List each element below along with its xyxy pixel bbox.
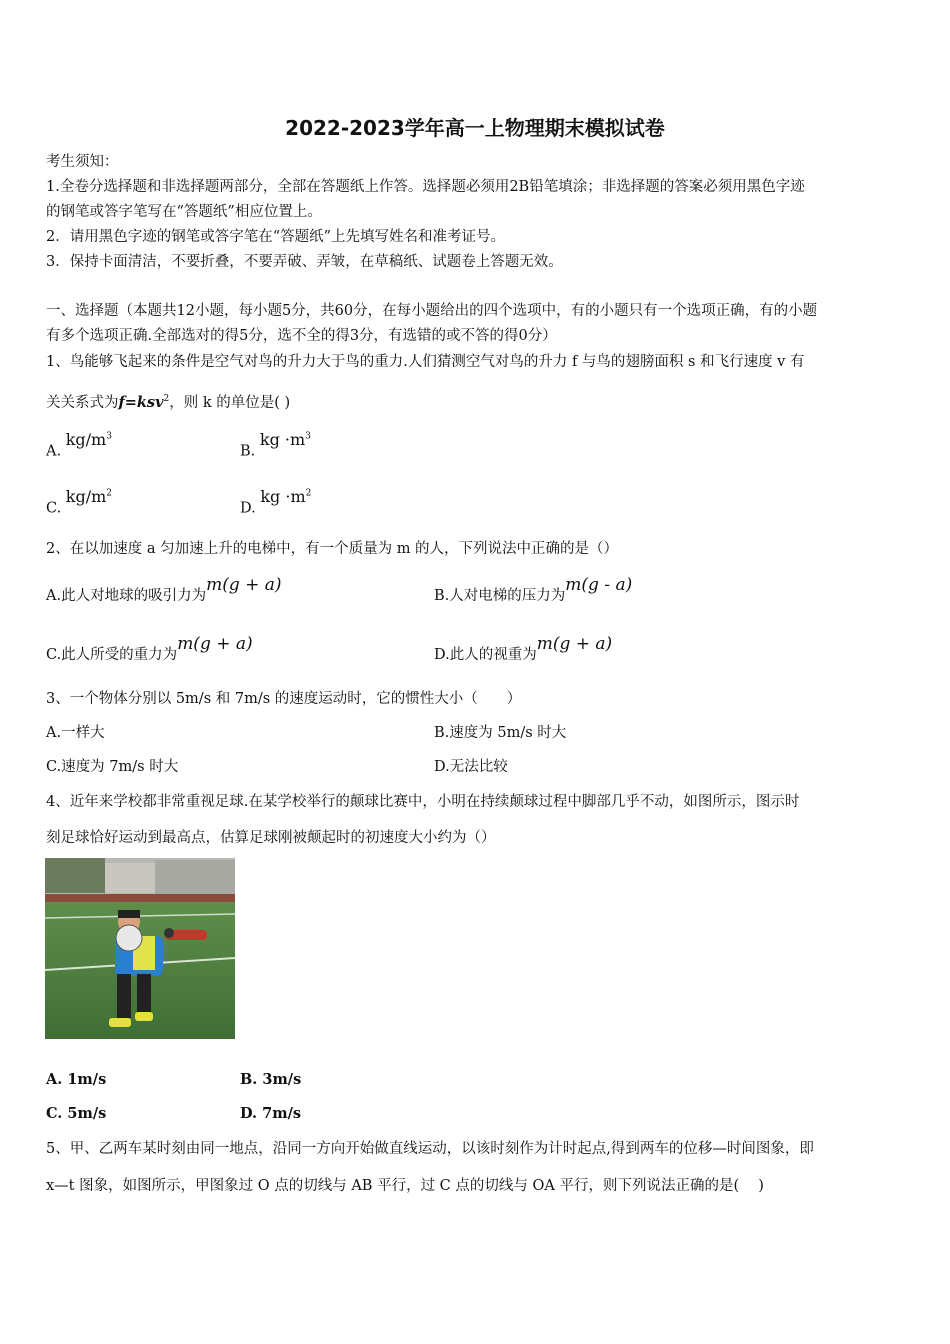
q1-formula: f=ksv (118, 393, 164, 411)
q3-option-c[interactable]: C.速度为 7m/s 时大 (46, 759, 179, 775)
q4-option-c[interactable]: C. 5m/s (46, 1105, 107, 1122)
q2-option-c[interactable]: C.此人所受的重力为m(g + a) (46, 634, 253, 663)
q1-stem-2 (46, 389, 290, 413)
option-math: m(g + a) (206, 575, 282, 595)
q2-option-b[interactable]: B.人对电梯的压力为m(g - a) (434, 575, 633, 604)
page-title: 2022-2023学年高一上物理期末模拟试卷 (285, 116, 665, 140)
q3-option-b[interactable]: B.速度为 5m/s 时大 (434, 725, 567, 741)
q4-option-d[interactable]: D. 7m/s (240, 1105, 302, 1122)
option-letter: B. (240, 443, 256, 460)
q2-stem: 2、在以加速度 a 匀加速上升的电梯中，有一个质量为 m 的人，下列说法中正确的是（） (46, 541, 619, 557)
option-math: m(g - a) (565, 575, 633, 595)
notice-line-3: 3．保持卡面清洁，不要折叠，不要弄破、弄皱，在草稿纸、试题卷上答题无效。 (46, 254, 563, 270)
q1-stem-post: ，则 k 的单位是( ) (169, 394, 291, 411)
section-intro-1: 一、选择题（本题共12小题，每小题5分，共60分，在每小题给出的四个选项中，有的小题只有一个选项正确，有的小题 (46, 303, 818, 319)
q4-stem-2: 刻足球恰好运动到最高点，估算足球刚被颠起时的初速度大小约为（） (46, 830, 496, 846)
q1-formula-exp: 2 (163, 394, 170, 404)
q4-option-b[interactable]: B. 3m/s (240, 1071, 302, 1088)
notice-line-1b: 的钢笔或答字笔写在“答题纸”相应位置上。 (46, 204, 322, 220)
section-intro-2: 有多个选项正确.全部选对的得5分，选不全的得3分，有选错的或不答的得0分） (46, 328, 557, 344)
notice-heading: 考生须知： (46, 154, 119, 170)
option-math: m(g + a) (536, 634, 613, 654)
option-math: m(g + a) (177, 634, 253, 654)
q1-stem-1: 1、鸟能够飞起来的条件是空气对鸟的升力大于鸟的重力.人们猜测空气对鸟的升力 f 与鸟的翅膀面积 s 和飞行速度 v 有 (46, 354, 805, 370)
q2-option-a[interactable]: A.此人对地球的吸引力为m(g + a) (46, 575, 282, 604)
q1-option-d[interactable] (240, 487, 312, 518)
q3-option-d[interactable]: D.无法比较 (434, 759, 508, 775)
option-letter: D. (240, 500, 256, 517)
q3-option-a[interactable]: A.一样大 (46, 725, 105, 741)
q1-option-b[interactable] (240, 430, 311, 461)
option-letter: A. (46, 443, 62, 460)
option-letter: C. (46, 500, 62, 517)
option-unit: kg $\cdot m^3$ (259, 430, 311, 450)
q5-stem-2: x—t 图象，如图所示，甲图象过 O 点的切线与 AB 平行，过 C 点的切线与 OA 平行，则下列说法正确的是( ) (46, 1178, 764, 1194)
notice-line-2: 2．请用黑色字迹的钢笔或答字笔在“答题纸”上先填写姓名和准考证号。 (46, 229, 506, 245)
q4-stem-1: 4、近年来学校都非常重视足球.在某学校举行的颠球比赛中，小明在持续颠球过程中脚部几乎不动，如图所示，图示时 (46, 794, 800, 810)
football-photo (45, 858, 235, 1039)
q2-option-d[interactable]: D.此人的视重为m(g + a) (434, 634, 613, 663)
q1-option-a[interactable] (46, 430, 112, 461)
q1-stem-pre: 关关系式为 (46, 394, 119, 411)
notice-line-1a: 1.全卷分选择题和非选择题两部分，全部在答题纸上作答。选择题必须用2B铅笔填涂；非选择题的答案必须用黑色字迹 (46, 179, 805, 195)
option-unit: $kg/m^2$ (65, 487, 113, 507)
option-unit: kg $\cdot m^2$ (260, 487, 312, 507)
q3-stem: 3、一个物体分别以 5m/s 和 7m/s 的速度运动时，它的惯性大小（ ） (46, 691, 522, 707)
q4-option-a[interactable]: A. 1m/s (46, 1071, 107, 1088)
q5-stem-1: 5、甲、乙两车某时刻由同一地点，沿同一方向开始做直线运动，以该时刻作为计时起点,得到两车的位移—时间图象，即 (46, 1141, 814, 1157)
option-unit: $kg/m^3$ (65, 430, 112, 450)
q1-option-c[interactable] (46, 487, 113, 518)
